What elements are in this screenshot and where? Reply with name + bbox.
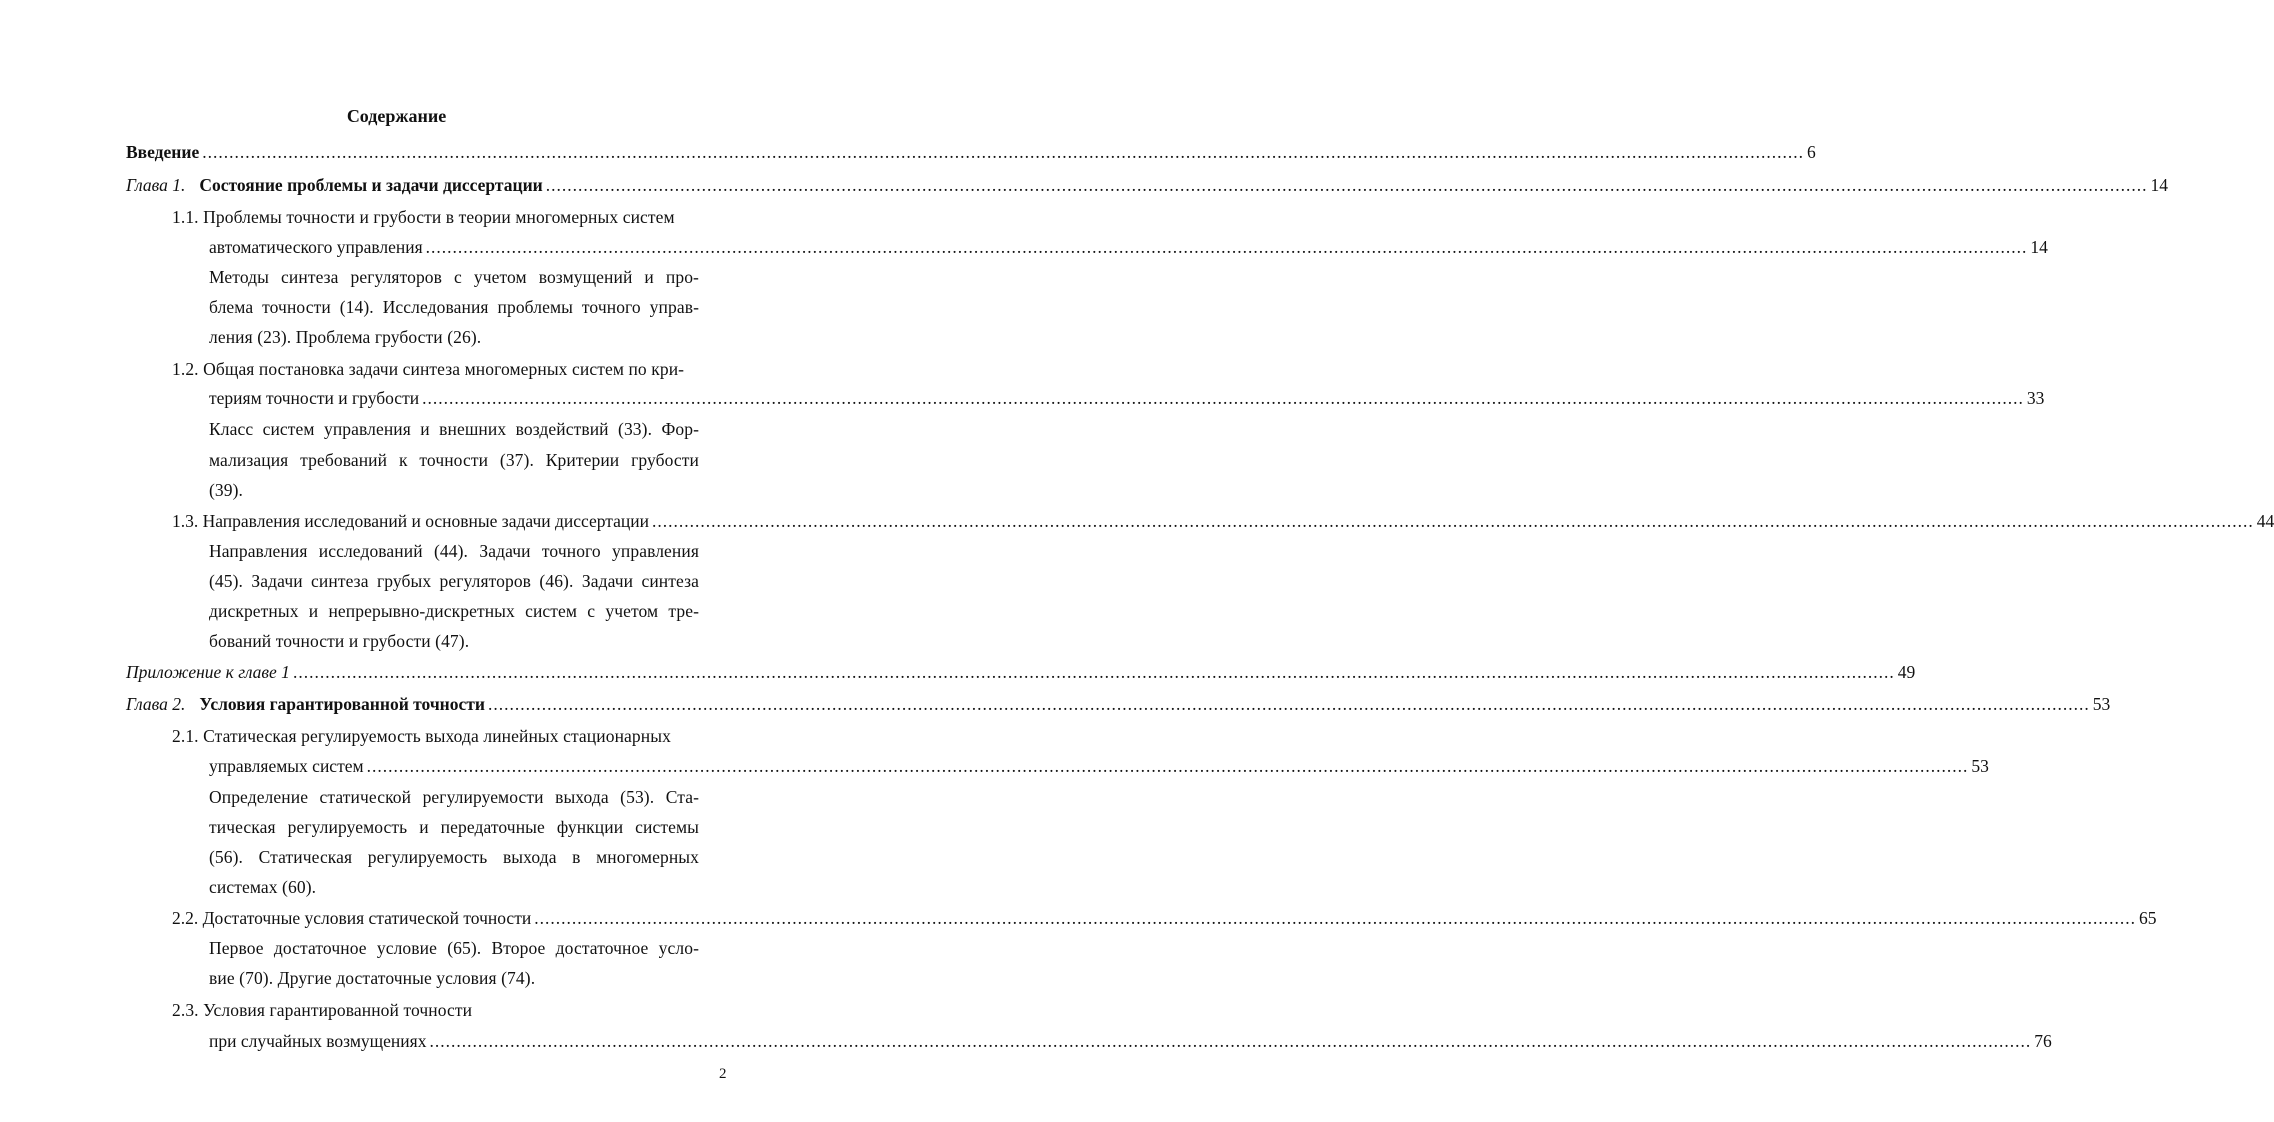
toc-entry-appendix-1[interactable] xyxy=(126,661,1916,683)
toc-description-line: Направления исследований (44). Задачи точного управления xyxy=(209,541,699,561)
toc-label: Условия гарантированной точности xyxy=(199,694,485,714)
toc-entry-2-3[interactable] xyxy=(209,1030,2052,1052)
toc-description-line: Первое достаточное условие (65). Второе достаточное усло- xyxy=(209,938,699,958)
toc-entry-intro[interactable] xyxy=(126,141,1816,163)
dot-leader: .......................................................................................................................................................................................................................................................................................................... xyxy=(652,511,2254,531)
toc-description-line: системах (60). xyxy=(209,877,317,897)
toc-description-line: бований точности и грубости (47). xyxy=(209,631,470,651)
toc-page: 14 xyxy=(2150,175,2168,195)
toc-description-line: (39). xyxy=(209,480,244,500)
toc-entry-1-2[interactable] xyxy=(209,387,2045,409)
toc-label: управляемых систем xyxy=(209,756,364,776)
toc-entry-2-1[interactable] xyxy=(209,755,1989,777)
dot-leader: .......................................................................................................................................................................................................................................................................................................... xyxy=(366,756,1969,776)
toc-prefix: Глава 2. xyxy=(126,694,186,714)
toc-page: 49 xyxy=(1897,662,1916,682)
dot-leader: .......................................................................................................................................................................................................................................................................................................... xyxy=(545,175,2148,195)
toc-description-line: Класс систем управления и внешних воздействий (33). Фор- xyxy=(209,419,699,439)
toc-label: Приложение к главе 1 xyxy=(126,662,290,682)
toc-label: 2.2. Достаточные условия статической точности xyxy=(172,908,532,928)
dot-leader: .......................................................................................................................................................................................................................................................................................................... xyxy=(487,694,2090,714)
toc-label: 1.3. Направления исследований и основные задачи диссертации xyxy=(172,511,650,531)
page-number: 2 xyxy=(719,1066,727,1082)
toc-page: 33 xyxy=(2026,388,2045,408)
dot-leader: .......................................................................................................................................................................................................................................................................................................... xyxy=(202,142,1804,162)
toc-page: 65 xyxy=(2138,908,2157,928)
toc-description-line: тическая регулируемость и передаточные функции системы xyxy=(209,817,699,837)
toc-entry-2-3-heading[interactable]: 2.3. Условия гарантированной точности xyxy=(172,1000,473,1020)
toc-entry-1-3[interactable] xyxy=(172,510,2274,532)
toc-prefix: Глава 1. xyxy=(126,175,186,195)
toc-entry-chapter-2[interactable] xyxy=(126,693,2111,715)
toc-page: 14 xyxy=(2030,237,2048,257)
toc-label: Введение xyxy=(126,142,200,162)
toc-description-line: блема точности (14). Исследования проблемы точного управ- xyxy=(209,297,699,317)
toc-description-line: Методы синтеза регуляторов с учетом возмущений и про- xyxy=(209,267,699,287)
toc-entry-2-2[interactable] xyxy=(172,907,2157,929)
toc-label: Состояние проблемы и задачи диссертации xyxy=(199,175,543,195)
dot-leader: .......................................................................................................................................................................................................................................................................................................... xyxy=(292,662,1895,682)
toc-page: 44 xyxy=(2256,511,2274,531)
toc-description-line: вие (70). Другие достаточные условия (74). xyxy=(209,968,536,988)
toc-page: 53 xyxy=(1971,756,1989,776)
toc-entry-1-1[interactable] xyxy=(209,236,2048,258)
dot-leader: .......................................................................................................................................................................................................................................................................................................... xyxy=(534,908,2136,928)
page-title: Содержание xyxy=(346,106,447,126)
dot-leader: .......................................................................................................................................................................................................................................................................................................... xyxy=(425,237,2028,257)
toc-page: 53 xyxy=(2092,694,2111,714)
toc-label: при случайных возмущениях xyxy=(209,1031,427,1051)
toc-description-line: дискретных и непрерывно-дискретных систем с учетом тре- xyxy=(209,601,699,621)
toc-entry-1-1-heading[interactable]: 1.1. Проблемы точности и грубости в теории многомерных систем xyxy=(172,207,675,227)
toc-page: 6 xyxy=(1806,142,1816,162)
toc-description-line: (45). Задачи синтеза грубых регуляторов (46). Задачи синтеза xyxy=(209,571,699,591)
toc-label: териям точности и грубости xyxy=(209,388,420,408)
toc-description-line: (56). Статическая регулируемость выхода в многомерных xyxy=(209,847,699,867)
toc-label: автоматического управления xyxy=(209,237,423,257)
toc-description-line: Определение статической регулируемости выхода (53). Ста- xyxy=(209,787,699,807)
toc-description-line: мализация требований к точности (37). Критерии грубости xyxy=(209,450,699,470)
toc-description-line: ления (23). Проблема грубости (26). xyxy=(209,327,482,347)
toc-entry-1-2-heading[interactable]: 1.2. Общая постановка задачи синтеза многомерных систем по кри- xyxy=(172,359,685,379)
toc-page: 76 xyxy=(2034,1031,2052,1051)
toc-entry-2-1-heading[interactable]: 2.1. Статическая регулируемость выхода линейных стационарных xyxy=(172,726,671,746)
dot-leader: .......................................................................................................................................................................................................................................................................................................... xyxy=(422,388,2024,408)
toc-entry-chapter-1[interactable] xyxy=(126,174,2168,196)
dot-leader: .......................................................................................................................................................................................................................................................................................................... xyxy=(429,1031,2032,1051)
